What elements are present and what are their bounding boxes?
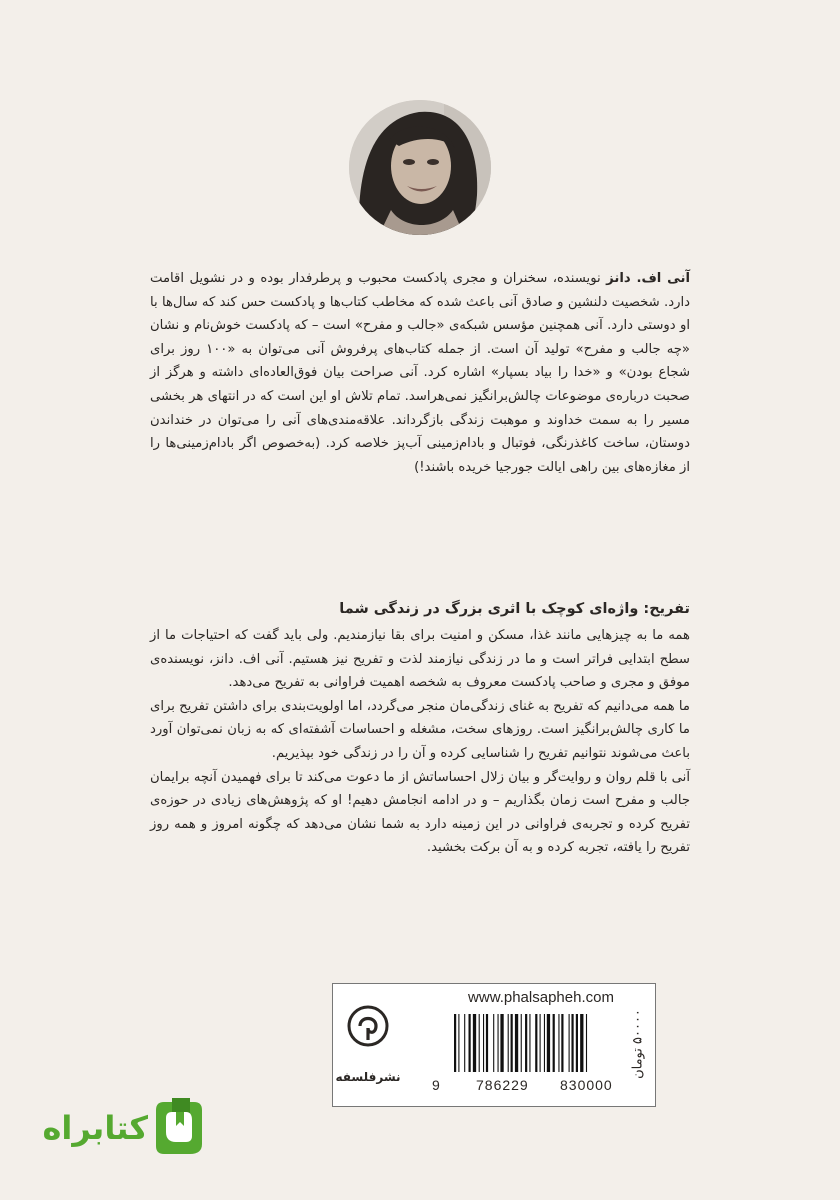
barcode-bar xyxy=(483,1014,484,1072)
barcode-bar xyxy=(544,1014,545,1072)
paragraph: ما همه می‌دانیم که تفریح به غنای زندگی‌مان منجر می‌گردد، اما اولویت‌بندی برای داشتن تفریح برای ما کاری چالش‌برانگیز است. روزهای سخت، مشغله و احساسات آشفته‌ای که به زبان نمی‌توان آورد باعث می‌شوند نتوانیم تفریح را شناسایی کرده و آن را در زندگی خود بپذیریم. xyxy=(150,698,690,761)
barcode-bar xyxy=(498,1014,499,1072)
author-portrait-image xyxy=(349,100,491,235)
section-title: تفریح: واژه‌ای کوچک با اثری بزرگ در زندگی شما xyxy=(339,601,690,617)
ketabrah-logo-text: کتابراه xyxy=(42,1109,148,1147)
barcode-bar xyxy=(469,1014,471,1072)
barcode-bar xyxy=(500,1014,503,1072)
isbn-group-1: 786229 xyxy=(476,1077,529,1093)
barcode-bar xyxy=(479,1014,480,1072)
barcode-bar xyxy=(473,1014,476,1072)
barcode-bar xyxy=(486,1014,488,1072)
barcode-bar xyxy=(508,1014,509,1072)
barcode-bar xyxy=(558,1014,559,1072)
publisher-website: www.phalsapheh.com xyxy=(468,989,614,1006)
paragraph: آنی با قلم روان و روایت‌گر و بیان زلال احساساتش از ما دعوت می‌کند تا برای فهمیدن آنچه برایمان جالب و مفرح است زمان بگذاریم – و در ادامه انجامش دهیم! او که پژوهش‌های زیادی در حوزه‌ی تفریح کرده و تجربه‌ی فراوانی در این زمینه دارد به شما نشان می‌دهد که چگونه امروز و همه روز تفریح را یافته، تجربه کرده و به آن برکت بخشید. xyxy=(150,769,690,856)
price-label: ۵۰۰۰۰ تومان xyxy=(630,1009,646,1079)
barcode-bar xyxy=(576,1014,578,1072)
author-photo xyxy=(349,100,491,235)
author-bio-text: نویسنده، سخنران و مجری پادکست محبوب و پرطرفدار بوده و در نشویل اقامت دارد. شخصیت دلنشین و صادق آنی باعث شده که مخاطب کتاب‌ها و پادکست حس کند که سال‌ها با او دوستی دارد. آنی همچنین مؤسس شبکه‌ی «جالب و مفرح» است – که پادکست خوش‌نام و نشان «چه جالب و مفرح» تولید آن است. از جمله کتاب‌های پرفروش آنی می‌توان به «۱۰۰ روز برای شجاع بودن» و «خدا را بیاد بسپار» اشاره کرد. آنی صراحت بیان فوق‌العاده‌ای داشته و هرگز از صحبت درباره‌ی موضوعات چالش‌برانگیز نمی‌هراسد. تمام تلاش او این است که در انتهای هر بخشی مسیر را به سمت خداوند و موهبت زندگی بازگرداند. علاقه‌مندی‌های آنی را می‌توان در خنداندن دوستان، ساخت کاغذرنگی، فوتبال و بادام‌زمینی آب‌پز خلاصه کرد. (به‌خصوص اگر بادام‌زمینی‌ها را از مغازه‌های بین راهی ایالت جورجیا خریده باشند!) xyxy=(150,271,691,475)
paragraph: همه ما به چیزهایی مانند غذا، مسکن و امنیت برای بقا نیازمندیم. ولی باید گفت که احتیاجات ما از سطح ابتدایی فراتر است و ما در زندگی نیازمند لذت و تفریح نیز هستیم. آنی اف. دانز، نویسنده‌ی موفق و مجری و صاحب پادکست معروف به شخصه اهمیت فراوانی به تفریح می‌دهد. xyxy=(150,628,690,691)
isbn-group-2: 830000 xyxy=(560,1077,613,1093)
barcode-bar xyxy=(547,1014,550,1072)
isbn-prefix: 9 xyxy=(432,1077,441,1093)
barcode-bar xyxy=(454,1014,456,1072)
barcode-bar xyxy=(458,1014,459,1072)
barcode-bar xyxy=(553,1014,555,1072)
isbn-barcode xyxy=(454,1014,622,1072)
barcode-bar xyxy=(464,1014,465,1072)
barcode-bar xyxy=(540,1014,541,1072)
section-body xyxy=(150,624,690,860)
ketabrah-logo-icon xyxy=(150,1096,208,1158)
barcode-bar xyxy=(521,1014,522,1072)
author-bio xyxy=(150,267,690,479)
barcode-bar xyxy=(525,1014,527,1072)
publisher-logo-icon xyxy=(346,1004,390,1048)
barcode-bar xyxy=(493,1014,494,1072)
barcode-bar xyxy=(511,1014,513,1072)
barcode-bar xyxy=(535,1014,537,1072)
barcode-bar xyxy=(586,1014,587,1072)
barcode-bar xyxy=(529,1014,530,1072)
author-name: آنی اف. دانز xyxy=(606,271,691,286)
barcode-bar xyxy=(569,1014,570,1072)
publisher-name: نشرفلسفه xyxy=(335,1070,401,1084)
barcode-bar xyxy=(515,1014,518,1072)
barcode-bar xyxy=(580,1014,583,1072)
barcode-bar xyxy=(561,1014,563,1072)
barcode-bar xyxy=(571,1014,573,1072)
